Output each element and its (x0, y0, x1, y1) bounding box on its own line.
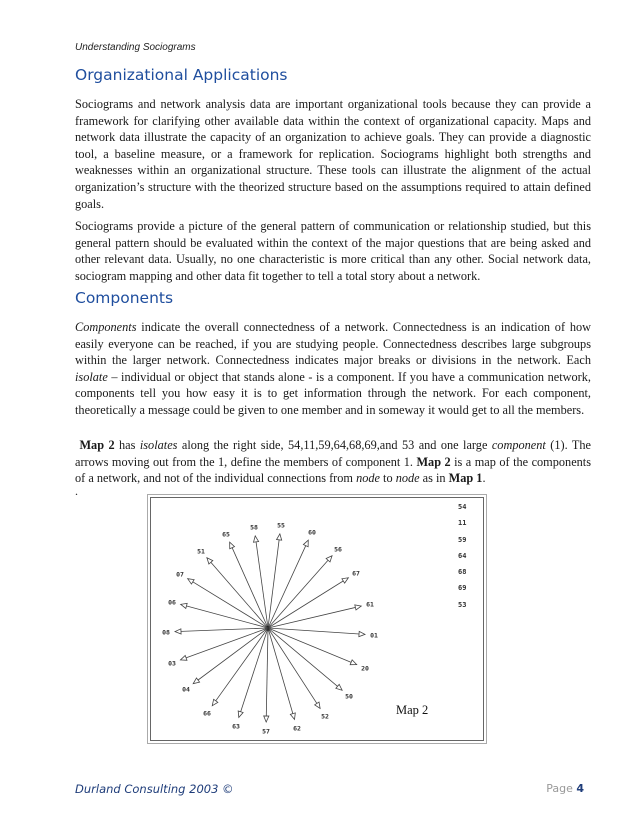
text-run: (1). The arrows moving out from the 1, define the members of component 1. (75, 438, 591, 469)
arrowhead (315, 702, 320, 708)
node-label: 06 (168, 598, 176, 607)
edge-line (268, 628, 357, 665)
paragraph-organizational-2: Sociograms provide a picture of the general pattern of communication or relationship studied, but this general pattern should be evaluated within the context of the major questions that are being asked and other relevant data. Usually, no one characteristic is more critical than any other. Social network data, sociogram mapping and other data fit together to tell a total story about a network. (75, 219, 591, 283)
arrowhead (359, 631, 365, 636)
node-label: 62 (293, 724, 301, 733)
node-label: 52 (321, 712, 329, 721)
running-header: Understanding Sociograms (75, 42, 196, 53)
term-node: node (356, 471, 380, 486)
node-label: 20 (361, 664, 369, 673)
term-isolates: isolates (139, 438, 178, 452)
edge-line (268, 628, 365, 634)
footer-copyright: Durland Consulting 2003 © (75, 782, 234, 796)
isolate-node: 64 (458, 551, 467, 560)
node-label: 56 (334, 545, 342, 554)
edge-line (266, 628, 268, 722)
arrowhead (230, 542, 235, 549)
ref-map1: Map 1 (448, 471, 483, 486)
arrowhead (188, 579, 194, 584)
edge-line (175, 628, 268, 632)
arrowhead (181, 603, 187, 608)
edge-line (268, 628, 320, 708)
edge-line (180, 628, 268, 660)
edge-line (239, 628, 268, 717)
isolate-node: 68 (458, 568, 467, 577)
edge-line (193, 628, 268, 684)
node-label: 01 (370, 631, 378, 640)
ref-map2: Map 2 (79, 438, 115, 452)
edge-line (268, 540, 308, 628)
node-label: 58 (250, 523, 258, 532)
map-2-figure (150, 497, 484, 741)
arrowhead (175, 629, 181, 634)
section-title-organizational-applications: Organizational Applications (75, 66, 288, 84)
isolate-node: 69 (458, 584, 467, 593)
paragraph-components-1 (75, 319, 591, 419)
term-components: Components (75, 320, 137, 334)
node-label: 08 (162, 628, 170, 637)
sociogram-diagram (151, 498, 483, 740)
node-label: 55 (277, 521, 285, 530)
center-node-label: 1 (266, 624, 270, 633)
edge-line (212, 628, 268, 706)
edge-line (268, 556, 332, 628)
node-label: 03 (168, 659, 176, 668)
edge-line (268, 606, 361, 628)
arrowhead (350, 660, 357, 665)
node-label: 57 (262, 727, 270, 736)
arrowhead (264, 716, 269, 722)
term-isolate: isolate (75, 369, 108, 384)
isolate-node: 54 (458, 503, 467, 511)
node-label: 65 (222, 530, 230, 539)
page-number: 4 (576, 782, 584, 795)
isolates-column (458, 499, 488, 613)
edge-line (268, 628, 342, 690)
text-run: along the right side, 54,11,59,64,68,69,and 53 and one large (177, 438, 492, 452)
arrowhead (253, 536, 258, 542)
isolate-node: 59 (458, 535, 467, 544)
isolate-node: 53 (458, 600, 467, 609)
node-label: 07 (176, 570, 184, 579)
node-label: 67 (352, 569, 360, 578)
arrowhead (180, 655, 187, 660)
edge-line (181, 604, 268, 628)
node-label: 66 (203, 709, 211, 718)
text-run: as in (419, 471, 449, 486)
text-run: – individual or object that stands alone - is a component. If you have a communication network, components tell you how easy it is to get information through the network. For each component, theoretically a message could be given to one member and in someway it would get to all the members. (75, 369, 591, 417)
section-title-components: Components (75, 289, 174, 307)
arrowhead (277, 534, 282, 540)
footer-page-number (546, 782, 584, 795)
paragraph-components-2 (75, 437, 591, 487)
arrowhead (238, 711, 243, 718)
isolate-node: 11 (458, 519, 467, 528)
arrowhead (290, 713, 295, 719)
node-label: 04 (182, 685, 190, 694)
edge-line (207, 558, 268, 628)
node-label: 63 (232, 722, 240, 731)
paragraph-organizational-1: Sociograms and network analysis data are important organizational tools because they can provide a framework for clarifying other available data within the context of organizational capacity. Maps and network data illustrate the capacity of an organization to achieve goals. They can provide a diagnostic tool, a baseline measure, or a framework for replication. Sociograms highlight both strengths and weaknesses within an organizational structure. These tools can illustrate the alignment of the actual organization’s structure with the theorized structure based on the assumptions required to attain defined goals. (75, 97, 591, 211)
arrowhead (193, 678, 199, 684)
node-label: 51 (197, 547, 205, 556)
text-run: . (482, 471, 486, 486)
edge-line (188, 579, 268, 628)
text-run: has (114, 438, 140, 452)
arrowhead (212, 699, 218, 705)
term-node: node (395, 471, 420, 486)
node-label: 60 (308, 528, 316, 537)
edge-line (268, 578, 348, 628)
node-label: 50 (345, 692, 353, 701)
arrowhead (355, 605, 361, 610)
term-component: component (491, 438, 546, 452)
edge-line (268, 534, 280, 628)
ref-map2: Map 2 (416, 454, 451, 469)
node-label: 61 (366, 600, 374, 609)
stray-period: . (75, 484, 78, 498)
text-run: indicate the overall connectedness of a network. Connectedness is an indication of how easily everyone can be reached, if you are studying people. Connectedness describes large subgroups within the larger network. Connectedness indicates major breaks or divisions in the network. Each (75, 320, 591, 368)
arrowhead (342, 578, 348, 583)
text-run: to (379, 471, 396, 486)
text-run: is a map of the components of a network, and not of the individual connections from (75, 454, 592, 486)
figure-caption: Map 2 (396, 703, 429, 717)
page-word: Page (546, 782, 573, 795)
edge-line (268, 628, 294, 719)
arrowhead (303, 540, 308, 547)
